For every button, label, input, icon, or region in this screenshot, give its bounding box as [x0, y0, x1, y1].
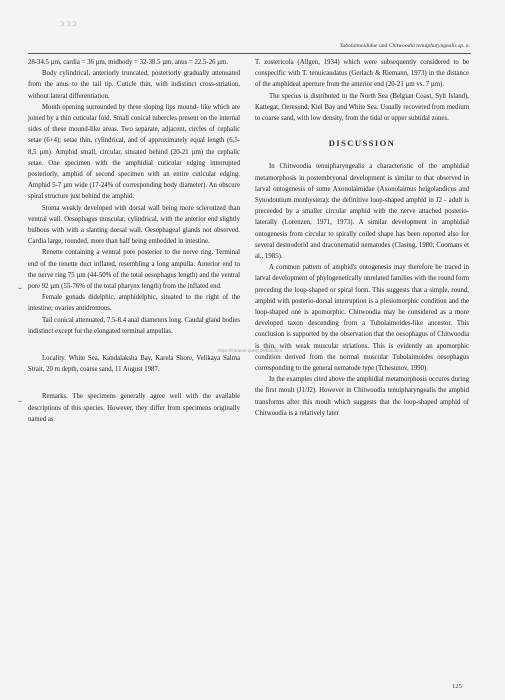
paragraph-measurements: 28-34.5 µm, cardia = 36 µm, midbody = 32-38.5 µm, anus = 22.5-26 µm.	[28, 59, 229, 66]
running-head: Tubolaimoididae and Chitwoodia tenuipharyngealis sp. n.	[339, 43, 470, 49]
paragraph-renette: Renette containing a ventral pore posterior to the nerve ring. Terminal end of the renette duct inflated, resembling a long ampulla. Anterior end to the nerve ring 75 µm (44-50% of the total oesophagus length) and the ventral pore 92 µm (55-76% of the total pharynx length) from the inflated end.	[28, 249, 240, 291]
header-rule	[28, 53, 471, 54]
paragraph-distribution: The species is distributed in the North Sea (Belgian Coast, Sylt Island), Kattegat, Oeresund, Kiel Bay and White Sea. Usually recovered from medium to coarse sand, with low density, from the tidal or upper subtidal zones.	[255, 92, 469, 123]
paragraph-mouth: Mouth opening surrounded by three sloping lips mound- like which are joined by a thin cuticular fold. Small conical tubercles present on the internal sides of these mound-like areas. Two separate, adjacent, circles of cephalic setae (6+4); setae thin, cylindrical, and of approximately equal length (6,5-8,5 µm). Amphid small, circular, situated behind (20-21 µm) the cephalic setae. One specimen with the amphidial cuticular edging interrupted posteriorly, amphid of second specimen with an entire cuticular edging. Amphid 5-7 µm wide (17-24% of corresponding body diameter). An obscure spiral structure just behind the amphid.	[28, 103, 240, 201]
paragraph-zostericola: T. zostericola (Allgen, 1934) which were subsequently considered to be conspecific with T. tenuicaudatus (Gerlach & Riemann, 1973) in the distance of the amphideal aperture from the anterior end (20-21 µm vs. 7 µm).	[255, 59, 469, 89]
paragraph-body: Body cylindrical, anteriorly truncated, posteriorly gradually attenuated from the anus to the tail tip. Cuticle thin, with indistinct cross-striation, without lateral differentiation.	[28, 70, 240, 100]
watermark-url: https://intranet.quest.be/flanders	[217, 348, 283, 353]
page-number: 125	[452, 683, 462, 690]
margin-mark	[18, 286, 22, 289]
paragraph-discussion-2: A common pattern of amphid's ontogenesis may therefore be traced in larval development of phylogenetically unrelated families with the round form preceding the loop-shaped or spiral form. This suggests that a simple, round, amphid with posterio-dorsal interruption is a plesiomorphic condition and the loop-shaped one is apomorphic. Chitwoodia may be considered as a more developed taxon descending from a Tubolaimoides-like ancestor. This conclusion is supported by the observation that the oesophagus of Chitwoodia is thin, with weak muscular striations. This is evidently an apomorphic condition derived from the normal muscular Tubolaimoides oesophagus corresponding to the general nematode type (Tchesunov, 1990).	[255, 264, 469, 373]
paragraph-stoma: Stoma weakly developed with dorsal wall being more sclerotized than ventral wall. Oesophagus muscular, cylindrical, with the anterior end slightly bulbous with with a slanting dorsal wall. Oesophageal glands not observed. Cardia large, rounded, more than half being embedded in intestine.	[28, 204, 240, 246]
paragraph-tail: Tail conical attenuated, 7.5-8.4 anal diameters long. Caudal gland bodies indistinct except for the elongated terminal ampullas.	[28, 316, 240, 335]
left-column	[28, 57, 240, 425]
section-title-discussion: DISCUSSION	[328, 138, 396, 149]
margin-mark	[18, 399, 22, 402]
paragraph-discussion-3: In the examples cited above the amphidial metamorphosis occures during the first moult (J1/J2). However in Chitwoodia tenuipharyngealis the amphid transforms after this moult which suggests that the loop-shaped amphid of Chitwoodia is a relatively later	[255, 376, 469, 417]
paragraph-gonads: Female gonads didelphic, amphidelphic, situated to the right of the intestine; ovaries antidromous.	[28, 294, 240, 313]
paragraph-remarks: Remarks. The specimens generally agree well with the available descriptions of this species. However, they differ from specimens originally named as	[28, 393, 240, 423]
paragraph-discussion-1: In Chitwoodia tenuipharyngealis a characteristic of the amphidial metamorphosis in postembryonal development is similar to that observed in larval ontogenesis of some Axonolaimidae (Axonolaimus helgolandicus and Synodontium monhystera): the definitive loop-shaped amphid in J2 - adult is preceeded by a smaller circular amphid with the nerve attached posterio-laterally (Lorenzen, 1971, 1973). A similar development in amphidial ontogenesis from circular to spirally coiled shape has been reported also for several desmodorid and draconematid nematodes (Clasing, 1980; Coomans et al., 1985).	[255, 163, 469, 261]
scan-mark: ↄ ↄ ↄ	[60, 18, 77, 28]
paragraph-locality: Locality. White Sea, Kandalaksha Bay, Karela Shore, Velikaya Salma Strait, 20 m depth, coarse sand, 11 August 1987.	[28, 355, 240, 374]
right-column	[255, 57, 469, 419]
